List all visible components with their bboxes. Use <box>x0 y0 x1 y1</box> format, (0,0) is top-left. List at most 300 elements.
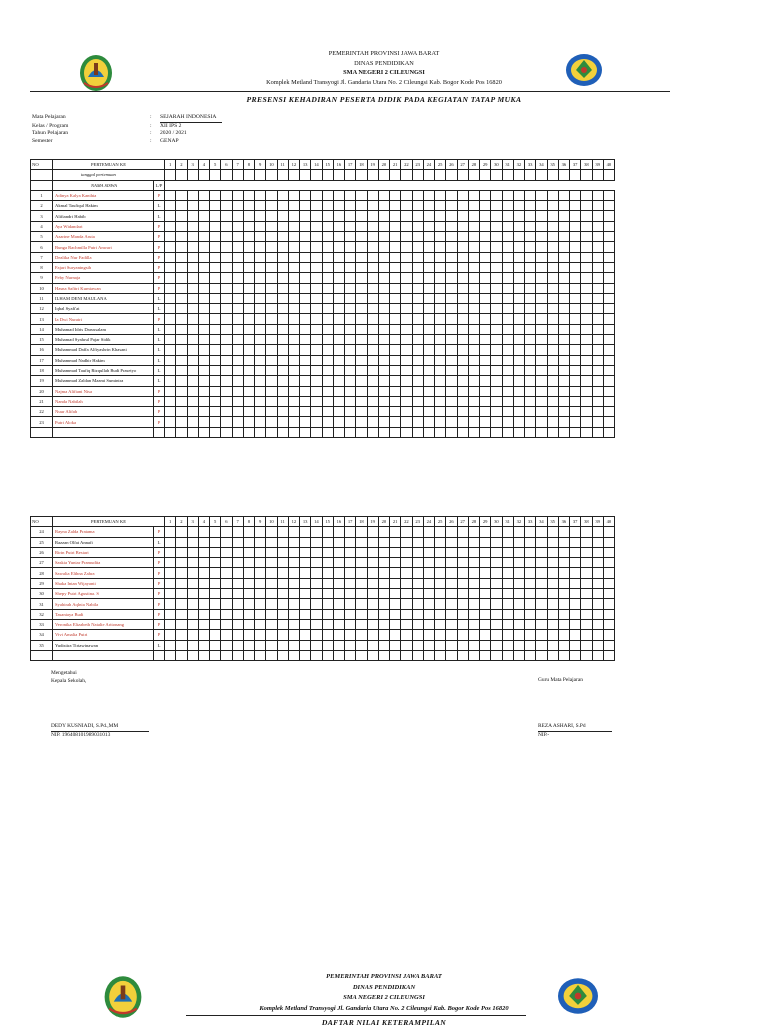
attendance-cell[interactable] <box>581 365 592 375</box>
attendance-cell[interactable] <box>513 589 524 599</box>
attendance-cell[interactable] <box>300 293 311 303</box>
attendance-cell[interactable] <box>592 252 603 262</box>
attendance-cell[interactable] <box>176 365 187 375</box>
attendance-cell[interactable] <box>378 558 389 568</box>
attendance-cell[interactable] <box>513 262 524 272</box>
attendance-cell[interactable] <box>165 537 176 547</box>
attendance-cell[interactable] <box>547 568 558 578</box>
attendance-cell[interactable] <box>592 527 603 537</box>
attendance-cell[interactable] <box>333 417 344 427</box>
attendance-cell[interactable] <box>367 273 378 283</box>
attendance-cell[interactable] <box>187 407 198 417</box>
attendance-cell[interactable] <box>558 578 569 588</box>
attendance-cell[interactable] <box>232 252 243 262</box>
attendance-cell[interactable] <box>581 630 592 640</box>
attendance-cell[interactable] <box>412 568 423 578</box>
attendance-cell[interactable] <box>165 293 176 303</box>
attendance-cell[interactable] <box>165 386 176 396</box>
attendance-cell[interactable] <box>322 273 333 283</box>
attendance-cell[interactable] <box>165 527 176 537</box>
attendance-cell[interactable] <box>255 262 266 272</box>
attendance-cell[interactable] <box>210 304 221 314</box>
attendance-cell[interactable] <box>187 345 198 355</box>
attendance-cell[interactable] <box>603 355 614 365</box>
attendance-cell[interactable] <box>367 558 378 568</box>
attendance-cell[interactable] <box>480 396 491 406</box>
attendance-cell[interactable] <box>367 407 378 417</box>
attendance-cell[interactable] <box>592 599 603 609</box>
attendance-cell[interactable] <box>446 365 457 375</box>
attendance-cell[interactable] <box>536 578 547 588</box>
attendance-cell[interactable] <box>187 547 198 557</box>
attendance-cell[interactable] <box>468 273 479 283</box>
attendance-cell[interactable] <box>513 619 524 629</box>
attendance-cell[interactable] <box>570 396 581 406</box>
attendance-cell[interactable] <box>525 407 536 417</box>
attendance-cell[interactable] <box>401 386 412 396</box>
attendance-cell[interactable] <box>198 365 209 375</box>
attendance-cell[interactable] <box>592 609 603 619</box>
attendance-cell[interactable] <box>277 201 288 211</box>
attendance-cell[interactable] <box>603 547 614 557</box>
attendance-cell[interactable] <box>401 273 412 283</box>
attendance-cell[interactable] <box>300 650 311 660</box>
attendance-cell[interactable] <box>311 558 322 568</box>
attendance-cell[interactable] <box>502 252 513 262</box>
attendance-cell[interactable] <box>390 201 401 211</box>
attendance-cell[interactable] <box>356 232 367 242</box>
attendance-cell[interactable] <box>423 365 434 375</box>
attendance-cell[interactable] <box>356 589 367 599</box>
attendance-cell[interactable] <box>558 335 569 345</box>
attendance-cell[interactable] <box>570 609 581 619</box>
attendance-cell[interactable] <box>367 355 378 365</box>
attendance-cell[interactable] <box>536 242 547 252</box>
attendance-cell[interactable] <box>446 283 457 293</box>
attendance-cell[interactable] <box>525 283 536 293</box>
attendance-cell[interactable] <box>435 201 446 211</box>
attendance-cell[interactable] <box>446 578 457 588</box>
attendance-cell[interactable] <box>266 273 277 283</box>
attendance-cell[interactable] <box>592 242 603 252</box>
attendance-cell[interactable] <box>165 578 176 588</box>
attendance-cell[interactable] <box>221 650 232 660</box>
attendance-cell[interactable] <box>423 619 434 629</box>
attendance-cell[interactable] <box>311 324 322 334</box>
attendance-cell[interactable] <box>446 273 457 283</box>
attendance-cell[interactable] <box>378 283 389 293</box>
attendance-cell[interactable] <box>311 314 322 324</box>
attendance-cell[interactable] <box>558 640 569 650</box>
attendance-cell[interactable] <box>570 345 581 355</box>
attendance-cell[interactable] <box>592 537 603 547</box>
attendance-cell[interactable] <box>423 589 434 599</box>
attendance-cell[interactable] <box>480 242 491 252</box>
attendance-cell[interactable] <box>502 589 513 599</box>
attendance-cell[interactable] <box>491 304 502 314</box>
attendance-cell[interactable] <box>333 314 344 324</box>
attendance-cell[interactable] <box>390 324 401 334</box>
attendance-cell[interactable] <box>345 568 356 578</box>
attendance-cell[interactable] <box>210 190 221 200</box>
attendance-cell[interactable] <box>345 324 356 334</box>
attendance-cell[interactable] <box>412 407 423 417</box>
attendance-cell[interactable] <box>547 365 558 375</box>
attendance-cell[interactable] <box>423 376 434 386</box>
attendance-cell[interactable] <box>558 650 569 660</box>
attendance-cell[interactable] <box>446 304 457 314</box>
attendance-cell[interactable] <box>401 640 412 650</box>
attendance-cell[interactable] <box>581 242 592 252</box>
attendance-cell[interactable] <box>592 335 603 345</box>
attendance-cell[interactable] <box>468 190 479 200</box>
attendance-cell[interactable] <box>468 314 479 324</box>
attendance-cell[interactable] <box>255 547 266 557</box>
attendance-cell[interactable] <box>176 273 187 283</box>
attendance-cell[interactable] <box>423 650 434 660</box>
attendance-cell[interactable] <box>187 589 198 599</box>
attendance-cell[interactable] <box>266 619 277 629</box>
attendance-cell[interactable] <box>210 599 221 609</box>
attendance-cell[interactable] <box>221 304 232 314</box>
attendance-cell[interactable] <box>311 630 322 640</box>
attendance-cell[interactable] <box>187 427 198 437</box>
attendance-cell[interactable] <box>603 252 614 262</box>
attendance-cell[interactable] <box>277 355 288 365</box>
attendance-cell[interactable] <box>536 386 547 396</box>
attendance-cell[interactable] <box>277 324 288 334</box>
attendance-cell[interactable] <box>221 221 232 231</box>
attendance-cell[interactable] <box>255 376 266 386</box>
attendance-cell[interactable] <box>525 417 536 427</box>
attendance-cell[interactable] <box>198 609 209 619</box>
attendance-cell[interactable] <box>165 396 176 406</box>
attendance-cell[interactable] <box>165 221 176 231</box>
attendance-cell[interactable] <box>468 304 479 314</box>
attendance-cell[interactable] <box>513 547 524 557</box>
attendance-cell[interactable] <box>198 345 209 355</box>
attendance-cell[interactable] <box>581 201 592 211</box>
attendance-cell[interactable] <box>592 314 603 324</box>
attendance-cell[interactable] <box>480 283 491 293</box>
attendance-cell[interactable] <box>266 335 277 345</box>
attendance-cell[interactable] <box>198 558 209 568</box>
attendance-cell[interactable] <box>390 547 401 557</box>
attendance-cell[interactable] <box>322 345 333 355</box>
attendance-cell[interactable] <box>345 304 356 314</box>
attendance-cell[interactable] <box>176 335 187 345</box>
attendance-cell[interactable] <box>322 335 333 345</box>
attendance-cell[interactable] <box>221 365 232 375</box>
attendance-cell[interactable] <box>513 650 524 660</box>
attendance-cell[interactable] <box>176 650 187 660</box>
attendance-cell[interactable] <box>176 630 187 640</box>
attendance-cell[interactable] <box>165 640 176 650</box>
attendance-cell[interactable] <box>435 630 446 640</box>
attendance-cell[interactable] <box>322 527 333 537</box>
attendance-cell[interactable] <box>356 293 367 303</box>
attendance-cell[interactable] <box>412 547 423 557</box>
attendance-cell[interactable] <box>592 221 603 231</box>
attendance-cell[interactable] <box>300 427 311 437</box>
attendance-cell[interactable] <box>221 427 232 437</box>
attendance-cell[interactable] <box>513 630 524 640</box>
attendance-cell[interactable] <box>300 396 311 406</box>
attendance-cell[interactable] <box>480 376 491 386</box>
attendance-cell[interactable] <box>390 314 401 324</box>
attendance-cell[interactable] <box>547 427 558 437</box>
attendance-cell[interactable] <box>288 407 299 417</box>
attendance-cell[interactable] <box>536 283 547 293</box>
attendance-cell[interactable] <box>187 262 198 272</box>
attendance-cell[interactable] <box>277 314 288 324</box>
attendance-cell[interactable] <box>356 283 367 293</box>
attendance-cell[interactable] <box>333 537 344 547</box>
attendance-cell[interactable] <box>255 537 266 547</box>
attendance-cell[interactable] <box>345 273 356 283</box>
attendance-cell[interactable] <box>390 365 401 375</box>
attendance-cell[interactable] <box>243 314 254 324</box>
attendance-cell[interactable] <box>333 619 344 629</box>
attendance-cell[interactable] <box>255 365 266 375</box>
attendance-cell[interactable] <box>525 201 536 211</box>
attendance-cell[interactable] <box>502 640 513 650</box>
attendance-cell[interactable] <box>558 345 569 355</box>
attendance-cell[interactable] <box>446 640 457 650</box>
attendance-cell[interactable] <box>592 345 603 355</box>
attendance-cell[interactable] <box>187 568 198 578</box>
attendance-cell[interactable] <box>536 427 547 437</box>
attendance-cell[interactable] <box>435 578 446 588</box>
attendance-cell[interactable] <box>570 578 581 588</box>
attendance-cell[interactable] <box>165 417 176 427</box>
attendance-cell[interactable] <box>480 417 491 427</box>
attendance-cell[interactable] <box>345 537 356 547</box>
attendance-cell[interactable] <box>468 558 479 568</box>
attendance-cell[interactable] <box>390 283 401 293</box>
attendance-cell[interactable] <box>536 407 547 417</box>
attendance-cell[interactable] <box>255 417 266 427</box>
attendance-cell[interactable] <box>581 355 592 365</box>
attendance-cell[interactable] <box>221 252 232 262</box>
attendance-cell[interactable] <box>480 599 491 609</box>
attendance-cell[interactable] <box>300 599 311 609</box>
attendance-cell[interactable] <box>423 314 434 324</box>
attendance-cell[interactable] <box>558 190 569 200</box>
attendance-cell[interactable] <box>243 527 254 537</box>
attendance-cell[interactable] <box>277 242 288 252</box>
attendance-cell[interactable] <box>221 324 232 334</box>
attendance-cell[interactable] <box>603 427 614 437</box>
attendance-cell[interactable] <box>525 599 536 609</box>
attendance-cell[interactable] <box>536 630 547 640</box>
attendance-cell[interactable] <box>243 242 254 252</box>
attendance-cell[interactable] <box>547 558 558 568</box>
attendance-cell[interactable] <box>603 609 614 619</box>
attendance-cell[interactable] <box>525 345 536 355</box>
attendance-cell[interactable] <box>288 417 299 427</box>
attendance-cell[interactable] <box>468 365 479 375</box>
attendance-cell[interactable] <box>311 417 322 427</box>
attendance-cell[interactable] <box>570 201 581 211</box>
attendance-cell[interactable] <box>592 232 603 242</box>
attendance-cell[interactable] <box>581 578 592 588</box>
attendance-cell[interactable] <box>525 314 536 324</box>
attendance-cell[interactable] <box>435 293 446 303</box>
attendance-cell[interactable] <box>333 640 344 650</box>
attendance-cell[interactable] <box>221 314 232 324</box>
attendance-cell[interactable] <box>221 558 232 568</box>
attendance-cell[interactable] <box>480 252 491 262</box>
attendance-cell[interactable] <box>277 221 288 231</box>
attendance-cell[interactable] <box>592 407 603 417</box>
attendance-cell[interactable] <box>232 568 243 578</box>
attendance-cell[interactable] <box>592 283 603 293</box>
attendance-cell[interactable] <box>243 396 254 406</box>
attendance-cell[interactable] <box>502 190 513 200</box>
attendance-cell[interactable] <box>446 211 457 221</box>
attendance-cell[interactable] <box>311 273 322 283</box>
attendance-cell[interactable] <box>255 396 266 406</box>
attendance-cell[interactable] <box>423 396 434 406</box>
attendance-cell[interactable] <box>592 630 603 640</box>
attendance-cell[interactable] <box>176 304 187 314</box>
attendance-cell[interactable] <box>435 396 446 406</box>
attendance-cell[interactable] <box>378 345 389 355</box>
attendance-cell[interactable] <box>547 537 558 547</box>
attendance-cell[interactable] <box>435 242 446 252</box>
attendance-cell[interactable] <box>176 578 187 588</box>
attendance-cell[interactable] <box>401 599 412 609</box>
attendance-cell[interactable] <box>468 619 479 629</box>
attendance-cell[interactable] <box>435 304 446 314</box>
attendance-cell[interactable] <box>491 407 502 417</box>
attendance-cell[interactable] <box>446 386 457 396</box>
attendance-cell[interactable] <box>165 407 176 417</box>
attendance-cell[interactable] <box>558 324 569 334</box>
attendance-cell[interactable] <box>603 407 614 417</box>
attendance-cell[interactable] <box>525 262 536 272</box>
attendance-cell[interactable] <box>288 630 299 640</box>
attendance-cell[interactable] <box>367 630 378 640</box>
attendance-cell[interactable] <box>435 599 446 609</box>
attendance-cell[interactable] <box>266 201 277 211</box>
attendance-cell[interactable] <box>502 407 513 417</box>
attendance-cell[interactable] <box>502 630 513 640</box>
attendance-cell[interactable] <box>592 211 603 221</box>
attendance-cell[interactable] <box>255 201 266 211</box>
attendance-cell[interactable] <box>243 589 254 599</box>
attendance-cell[interactable] <box>525 547 536 557</box>
attendance-cell[interactable] <box>570 537 581 547</box>
attendance-cell[interactable] <box>536 568 547 578</box>
attendance-cell[interactable] <box>266 396 277 406</box>
attendance-cell[interactable] <box>187 650 198 660</box>
attendance-cell[interactable] <box>300 201 311 211</box>
attendance-cell[interactable] <box>187 242 198 252</box>
attendance-cell[interactable] <box>356 211 367 221</box>
attendance-cell[interactable] <box>266 221 277 231</box>
attendance-cell[interactable] <box>581 407 592 417</box>
attendance-cell[interactable] <box>446 221 457 231</box>
attendance-cell[interactable] <box>210 630 221 640</box>
attendance-cell[interactable] <box>480 537 491 547</box>
attendance-cell[interactable] <box>378 221 389 231</box>
attendance-cell[interactable] <box>300 609 311 619</box>
attendance-cell[interactable] <box>491 396 502 406</box>
attendance-cell[interactable] <box>266 599 277 609</box>
attendance-cell[interactable] <box>435 252 446 262</box>
attendance-cell[interactable] <box>435 221 446 231</box>
attendance-cell[interactable] <box>345 262 356 272</box>
attendance-cell[interactable] <box>356 190 367 200</box>
attendance-cell[interactable] <box>491 345 502 355</box>
attendance-cell[interactable] <box>423 630 434 640</box>
attendance-cell[interactable] <box>288 293 299 303</box>
attendance-cell[interactable] <box>255 335 266 345</box>
attendance-cell[interactable] <box>300 262 311 272</box>
attendance-cell[interactable] <box>187 273 198 283</box>
attendance-cell[interactable] <box>457 242 468 252</box>
attendance-cell[interactable] <box>311 609 322 619</box>
attendance-cell[interactable] <box>288 547 299 557</box>
attendance-cell[interactable] <box>412 386 423 396</box>
attendance-cell[interactable] <box>581 190 592 200</box>
attendance-cell[interactable] <box>581 376 592 386</box>
attendance-cell[interactable] <box>435 558 446 568</box>
attendance-cell[interactable] <box>333 232 344 242</box>
attendance-cell[interactable] <box>255 650 266 660</box>
attendance-cell[interactable] <box>266 578 277 588</box>
attendance-cell[interactable] <box>423 578 434 588</box>
attendance-cell[interactable] <box>457 609 468 619</box>
attendance-cell[interactable] <box>378 589 389 599</box>
attendance-cell[interactable] <box>210 221 221 231</box>
attendance-cell[interactable] <box>255 324 266 334</box>
attendance-cell[interactable] <box>525 630 536 640</box>
attendance-cell[interactable] <box>435 527 446 537</box>
attendance-cell[interactable] <box>187 324 198 334</box>
attendance-cell[interactable] <box>322 417 333 427</box>
attendance-cell[interactable] <box>311 650 322 660</box>
attendance-cell[interactable] <box>525 232 536 242</box>
attendance-cell[interactable] <box>322 427 333 437</box>
attendance-cell[interactable] <box>378 324 389 334</box>
attendance-cell[interactable] <box>390 619 401 629</box>
attendance-cell[interactable] <box>367 589 378 599</box>
attendance-cell[interactable] <box>412 252 423 262</box>
attendance-cell[interactable] <box>165 345 176 355</box>
attendance-cell[interactable] <box>345 547 356 557</box>
attendance-cell[interactable] <box>525 650 536 660</box>
attendance-cell[interactable] <box>423 427 434 437</box>
attendance-cell[interactable] <box>187 221 198 231</box>
attendance-cell[interactable] <box>480 304 491 314</box>
attendance-cell[interactable] <box>333 262 344 272</box>
attendance-cell[interactable] <box>558 427 569 437</box>
attendance-cell[interactable] <box>266 365 277 375</box>
attendance-cell[interactable] <box>603 242 614 252</box>
attendance-cell[interactable] <box>480 527 491 537</box>
attendance-cell[interactable] <box>513 640 524 650</box>
attendance-cell[interactable] <box>345 376 356 386</box>
attendance-cell[interactable] <box>176 355 187 365</box>
attendance-cell[interactable] <box>558 232 569 242</box>
attendance-cell[interactable] <box>232 417 243 427</box>
attendance-cell[interactable] <box>322 283 333 293</box>
attendance-cell[interactable] <box>232 211 243 221</box>
attendance-cell[interactable] <box>367 640 378 650</box>
